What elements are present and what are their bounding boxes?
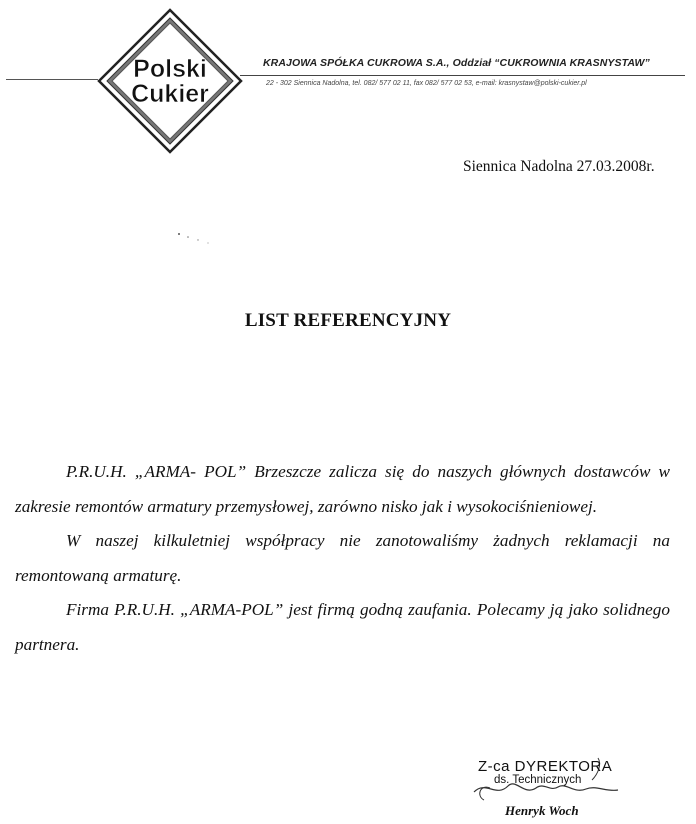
paragraph-2: W naszej kilkuletniej współpracy nie zanotowaliśmy żadnych reklamacji na remontowaną armaturę. — [15, 531, 670, 585]
signature-subtitle: ds. Technicznych — [494, 774, 582, 786]
company-name: KRAJOWA SPÓŁKA CUKROWA S.A., Oddział “CUKROWNIA KRASNYSTAW” — [263, 57, 650, 69]
paragraph-3: Firma P.R.U.H. „ARMA-POL” jest firmą godną zaufania. Polecamy ją jako solidnego partnera. — [15, 600, 670, 654]
document-title: LIST REFERENCYJNY — [244, 310, 452, 331]
company-contact: 22 - 302 Siennica Nadolna, tel. 082/ 577 02 11, fax 082/ 577 02 53, e-mail: krasnystaw@polski-cukier.pl — [266, 80, 587, 87]
paragraph-1: P.R.U.H. „ARMA- POL” Brzeszcze zalicza się do naszych głównych dostawców w zakresie remontów armatury przemysłowej, zarówno nisko jak i wysokociśnieniowej. — [15, 462, 670, 516]
logo-text-cukier: Cukier — [131, 80, 209, 108]
polski-cukier-logo — [97, 8, 243, 154]
header-left-rule — [6, 79, 98, 80]
logo-text-polski: Polski — [133, 55, 207, 83]
header-rule — [240, 75, 685, 76]
signatory-name: Henryk Woch — [505, 803, 579, 818]
signature-title: Z-ca DYREKTORA — [478, 758, 613, 775]
letter-date: Siennica Nadolna 27.03.2008r. — [463, 158, 655, 175]
scan-speck — [176, 231, 212, 245]
letter-body — [15, 455, 670, 662]
